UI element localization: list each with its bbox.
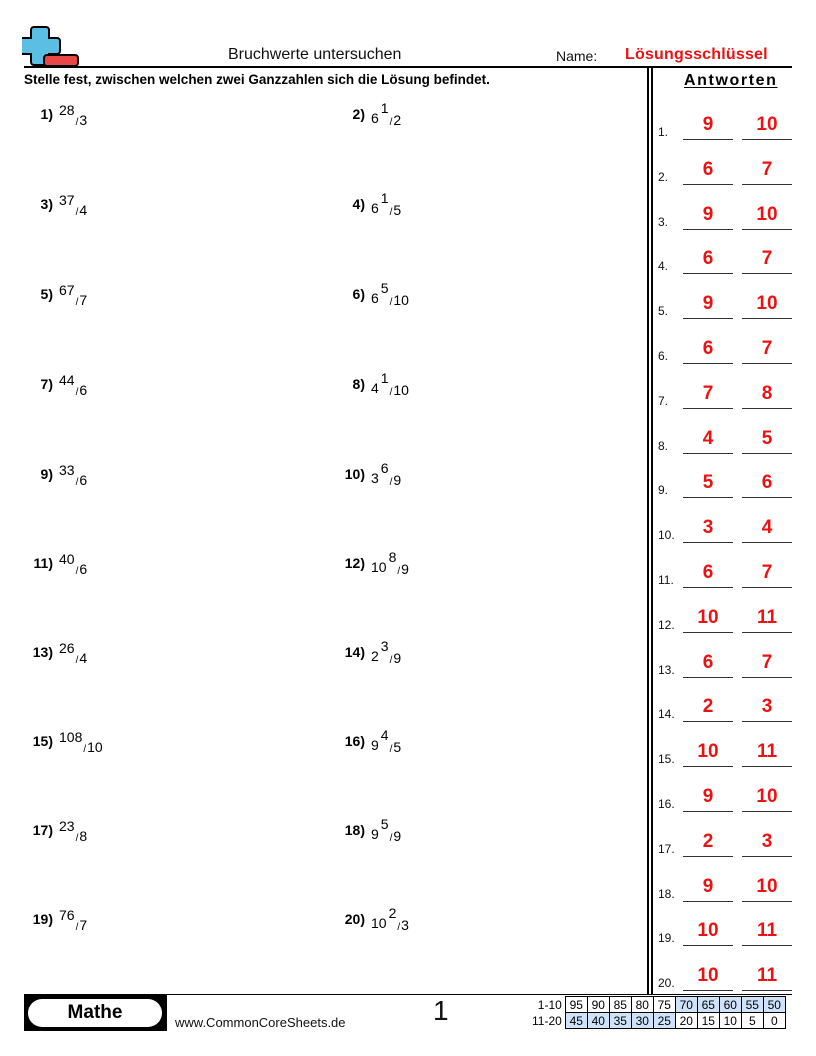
score-row-label: 1-10 <box>537 997 562 1012</box>
answer-blank-high[interactable] <box>742 159 792 185</box>
answer-index: 10. <box>658 528 675 543</box>
subject-badge <box>24 995 167 1031</box>
denominator: 3 <box>401 917 409 933</box>
answer-high: 7 <box>761 248 773 270</box>
numerator: 76 <box>59 907 75 923</box>
answer-index: 2. <box>658 169 669 184</box>
answer-row-11 <box>658 558 798 588</box>
score-cell: 5 <box>741 1013 763 1029</box>
worksheet-title: Bruchwerte untersuchen <box>228 46 402 63</box>
score-cell: 70 <box>675 997 697 1013</box>
answer-low: 9 <box>702 114 714 135</box>
answer-low: 6 <box>702 248 714 270</box>
numerator: 2 <box>388 905 397 921</box>
score-cell: 0 <box>763 1013 785 1029</box>
answer-high: 11 <box>756 920 778 942</box>
answer-index: 9. <box>658 483 669 498</box>
answer-high: 11 <box>756 965 778 987</box>
answer-low: 9 <box>702 786 714 807</box>
fraction <box>59 905 88 933</box>
answer-blank-high[interactable] <box>742 965 792 991</box>
answer-blank-high[interactable] <box>742 517 792 543</box>
numerator: 1 <box>380 100 389 116</box>
answer-blank-high[interactable] <box>742 383 792 409</box>
fraction-slash: / <box>389 117 393 128</box>
denominator: 9 <box>393 650 402 666</box>
answer-index: 18. <box>658 886 675 901</box>
fraction-slash: / <box>397 566 401 577</box>
answer-blank-low[interactable] <box>683 338 733 364</box>
problem-number: 5) <box>40 286 53 302</box>
numerator: 67 <box>59 282 75 298</box>
whole-part: 3 <box>371 470 379 486</box>
answer-blank-high[interactable] <box>742 652 792 678</box>
answer-row-14 <box>658 692 798 722</box>
fraction-slash: / <box>397 922 401 933</box>
answer-blank-low[interactable] <box>683 786 733 812</box>
denominator: 9 <box>393 828 402 844</box>
name-label: Name: <box>556 48 598 64</box>
whole-part: 6 <box>371 110 379 126</box>
answer-index: 1. <box>658 125 669 139</box>
answer-index: 11. <box>658 573 674 587</box>
numerator: 4 <box>380 727 389 743</box>
problem-number: 11) <box>33 555 53 571</box>
score-cell: 85 <box>609 997 631 1013</box>
answer-blank-low[interactable] <box>683 248 733 274</box>
fraction <box>371 280 409 308</box>
answer-blank-low[interactable] <box>683 696 733 722</box>
answer-row-19 <box>658 916 798 946</box>
answer-blank-high[interactable] <box>742 338 792 364</box>
answer-blank-low[interactable] <box>683 114 733 140</box>
answer-blank-low[interactable] <box>683 293 733 319</box>
numerator: 26 <box>59 640 75 656</box>
answer-blank-low[interactable] <box>683 831 733 857</box>
answer-blank-low[interactable] <box>683 876 733 902</box>
answer-high: 10 <box>756 114 778 135</box>
score-cell: 80 <box>631 997 653 1013</box>
answer-index: 4. <box>658 259 669 274</box>
fraction <box>59 727 103 755</box>
numerator: 33 <box>59 462 75 478</box>
answer-blank-high[interactable] <box>742 696 792 722</box>
score-cell: 25 <box>653 1013 675 1029</box>
answer-high: 11 <box>756 606 778 628</box>
fraction <box>59 549 88 577</box>
numerator: 1 <box>380 370 389 386</box>
answer-row-4 <box>658 244 798 274</box>
answer-high: 10 <box>756 786 778 807</box>
answer-row-2 <box>658 155 798 185</box>
numerator: 28 <box>59 102 75 118</box>
answer-high: 7 <box>761 338 773 359</box>
denominator: 9 <box>401 561 409 577</box>
fraction <box>59 816 88 844</box>
numerator: 37 <box>59 192 75 208</box>
score-cell: 90 <box>587 997 609 1013</box>
denominator: 6 <box>79 561 88 577</box>
answer-index: 5. <box>658 304 669 319</box>
answer-blank-low[interactable] <box>683 204 733 230</box>
denominator: 4 <box>79 650 88 666</box>
answer-low: 6 <box>702 338 714 359</box>
score-cell: 75 <box>653 997 675 1013</box>
answer-column-divider <box>647 68 649 994</box>
denominator: 7 <box>79 292 88 308</box>
numerator: 1 <box>380 190 389 206</box>
denominator: 5 <box>393 739 402 755</box>
fraction <box>371 190 402 218</box>
answer-index: 13. <box>658 662 675 677</box>
problem-number: 17) <box>32 822 53 838</box>
answer-row-17 <box>658 827 798 857</box>
fraction-slash: / <box>75 477 79 488</box>
whole-part: 9 <box>371 737 379 753</box>
answer-blank-high[interactable] <box>742 562 792 588</box>
answer-index: 17. <box>658 841 675 856</box>
answer-low: 10 <box>697 920 719 942</box>
answer-row-20 <box>658 961 798 991</box>
problem-number: 15) <box>32 733 53 749</box>
denominator: 7 <box>79 917 88 933</box>
answer-high: 3 <box>761 830 773 852</box>
answer-high: 8 <box>761 382 773 404</box>
answer-row-10 <box>658 513 798 543</box>
answer-blank-low[interactable] <box>683 428 733 454</box>
answer-row-18 <box>658 872 798 902</box>
numerator: 5 <box>380 280 389 296</box>
answer-blank-low[interactable] <box>683 741 733 767</box>
answer-low: 9 <box>702 293 714 315</box>
answer-blank-high[interactable] <box>742 741 792 767</box>
answer-low: 2 <box>702 696 714 718</box>
answer-row-15 <box>658 737 798 767</box>
answer-blank-low[interactable] <box>683 517 733 543</box>
fraction-slash: / <box>75 387 79 398</box>
answer-index: 20. <box>658 976 675 991</box>
answer-low: 9 <box>702 875 714 897</box>
score-row <box>530 1013 785 1029</box>
answer-low: 3 <box>702 517 714 539</box>
score-row-label: 11-20 <box>532 1013 562 1028</box>
answer-blank-low[interactable] <box>683 383 733 409</box>
answer-row-12 <box>658 603 798 633</box>
score-cell: 20 <box>675 1013 697 1029</box>
answer-blank-high[interactable] <box>742 607 792 633</box>
answer-index: 8. <box>658 438 669 453</box>
numerator: 3 <box>380 638 389 654</box>
fraction-slash: / <box>75 566 79 577</box>
answer-row-7 <box>658 379 798 409</box>
answer-high: 7 <box>761 158 773 180</box>
fraction <box>59 100 88 128</box>
fraction-slash: / <box>75 655 79 666</box>
whole-part: 4 <box>371 380 379 396</box>
answer-blank-high[interactable] <box>742 248 792 274</box>
answer-index: 7. <box>658 393 669 408</box>
problem-number: 16) <box>344 733 365 749</box>
answer-low: 2 <box>702 830 714 852</box>
fraction-slash: / <box>75 833 79 844</box>
fraction <box>371 100 402 128</box>
answer-blank-low[interactable] <box>683 607 733 633</box>
problem-number: 9) <box>40 466 53 482</box>
denominator: 3 <box>79 112 88 128</box>
score-cell: 95 <box>565 997 587 1013</box>
score-cell: 35 <box>609 1013 631 1029</box>
answer-blank-low[interactable] <box>683 920 733 946</box>
numerator: 8 <box>388 549 397 565</box>
answer-high: 3 <box>761 696 773 718</box>
fraction-slash: / <box>389 744 393 755</box>
whole-part: 10 <box>371 915 387 931</box>
answer-blank-high[interactable] <box>742 786 792 812</box>
answer-low: 6 <box>702 651 714 673</box>
answer-blank-high[interactable] <box>742 831 792 857</box>
fraction <box>59 638 88 666</box>
score-cell: 10 <box>719 1013 741 1029</box>
denominator: 9 <box>393 472 402 488</box>
problem-number: 18) <box>344 822 365 838</box>
problem-number: 2) <box>352 106 365 122</box>
answer-index: 14. <box>658 707 675 722</box>
answer-low: 7 <box>702 382 714 404</box>
answer-index: 12. <box>658 617 675 632</box>
problem-number: 3) <box>40 196 53 212</box>
problem-number: 4) <box>352 196 365 212</box>
problem-number: 10) <box>344 466 365 482</box>
answer-high: 11 <box>756 741 778 763</box>
problem-number: 19) <box>32 911 53 927</box>
fraction <box>59 460 88 488</box>
problem-number: 14) <box>344 644 365 660</box>
fraction <box>371 638 402 666</box>
fraction <box>371 727 402 755</box>
denominator: 5 <box>393 202 402 218</box>
answer-blank-low[interactable] <box>683 472 733 498</box>
fraction-slash: / <box>389 387 393 398</box>
score-cell: 40 <box>587 1013 609 1029</box>
numerator: 108 <box>59 729 83 745</box>
page-number: 1 <box>433 995 449 1026</box>
denominator: 2 <box>393 112 402 128</box>
answer-high: 5 <box>761 427 773 449</box>
fraction <box>59 370 88 398</box>
numerator: 5 <box>380 816 389 832</box>
numerator: 23 <box>59 818 75 834</box>
problem-number: 7) <box>40 376 53 392</box>
answer-index: 19. <box>658 931 675 946</box>
fraction-slash: / <box>389 297 393 308</box>
answer-row-1 <box>658 110 798 140</box>
answer-index: 3. <box>658 214 669 229</box>
denominator: 10 <box>393 382 409 398</box>
answer-blank-high[interactable] <box>742 876 792 902</box>
denominator: 8 <box>79 828 88 844</box>
subject-badge-label: Mathe <box>28 999 162 1027</box>
problem-number: 6) <box>352 286 365 302</box>
answer-high: 6 <box>761 472 773 494</box>
answer-index: 16. <box>658 797 675 811</box>
score-cell: 30 <box>631 1013 653 1029</box>
answer-row-3 <box>658 200 798 230</box>
answer-low: 6 <box>702 562 714 583</box>
answer-column-divider-inner <box>651 68 653 994</box>
fraction-slash: / <box>389 207 393 218</box>
fraction-slash: / <box>75 922 79 933</box>
answer-high: 10 <box>756 875 778 897</box>
whole-part: 6 <box>371 290 379 306</box>
answer-row-5 <box>658 289 798 319</box>
score-cell: 45 <box>565 1013 587 1029</box>
answer-index: 6. <box>658 349 669 363</box>
fraction-slash: / <box>75 117 79 128</box>
numerator: 40 <box>59 551 75 567</box>
whole-part: 9 <box>371 826 379 842</box>
score-cell: 15 <box>697 1013 719 1029</box>
answer-blank-low[interactable] <box>683 652 733 678</box>
name-value: Lösungsschlüssel <box>625 46 768 63</box>
answer-blank-high[interactable] <box>742 472 792 498</box>
answer-high: 7 <box>761 651 773 673</box>
score-cell: 55 <box>741 997 763 1013</box>
answer-index: 15. <box>658 752 675 767</box>
instructions: Stelle fest, zwischen welchen zwei Ganzzahlen sich die Lösung befindet. <box>24 72 490 87</box>
score-table <box>530 996 786 1029</box>
whole-part: 10 <box>371 559 387 575</box>
answers-title: Antworten <box>684 72 778 89</box>
score-row <box>530 997 785 1013</box>
answer-low: 10 <box>697 606 719 628</box>
fraction-slash: / <box>389 655 393 666</box>
answer-blank-high[interactable] <box>742 114 792 140</box>
answer-blank-high[interactable] <box>742 920 792 946</box>
denominator: 6 <box>79 472 88 488</box>
score-cell: 60 <box>719 997 741 1013</box>
fraction-slash: / <box>389 833 393 844</box>
answer-low: 5 <box>702 472 714 494</box>
fraction <box>59 280 88 308</box>
fraction <box>371 905 409 933</box>
answer-low: 10 <box>697 741 719 763</box>
answer-low: 9 <box>702 203 714 225</box>
header-divider <box>24 66 792 68</box>
answer-row-13 <box>658 648 798 678</box>
numerator: 6 <box>380 460 389 476</box>
answer-blank-high[interactable] <box>742 428 792 454</box>
fraction <box>59 190 88 218</box>
problem-number: 13) <box>32 644 53 660</box>
answer-high: 7 <box>761 562 773 583</box>
problem-number: 12) <box>344 555 365 571</box>
answer-high: 10 <box>756 203 778 225</box>
score-cell: 50 <box>763 997 785 1013</box>
fraction-slash: / <box>75 207 79 218</box>
score-cell: 65 <box>697 997 719 1013</box>
answer-blank-high[interactable] <box>742 293 792 319</box>
denominator: 10 <box>87 739 103 755</box>
answer-high: 4 <box>761 517 773 539</box>
answer-row-9 <box>658 468 798 498</box>
problem-number: 20) <box>344 911 365 927</box>
denominator: 10 <box>393 292 409 308</box>
answer-blank-low[interactable] <box>683 159 733 185</box>
answer-low: 4 <box>702 427 714 449</box>
fraction-slash: / <box>75 297 79 308</box>
answer-low: 6 <box>702 158 714 180</box>
fraction <box>371 549 409 577</box>
answer-blank-low[interactable] <box>683 562 733 588</box>
numerator: 44 <box>59 372 75 388</box>
fraction <box>371 816 402 844</box>
answer-low: 10 <box>697 965 719 987</box>
fraction <box>371 460 402 488</box>
answer-row-6 <box>658 334 798 364</box>
whole-part: 6 <box>371 200 379 216</box>
fraction <box>371 370 409 398</box>
answer-blank-high[interactable] <box>742 204 792 230</box>
denominator: 6 <box>79 382 88 398</box>
fraction-slash: / <box>83 744 87 755</box>
answer-high: 10 <box>756 293 778 315</box>
problem-number: 8) <box>352 376 365 392</box>
whole-part: 2 <box>371 648 379 664</box>
problem-number: 1) <box>40 106 53 122</box>
answer-row-8 <box>658 424 798 454</box>
site-url: www.CommonCoreSheets.de <box>175 1015 346 1030</box>
fraction-slash: / <box>389 477 393 488</box>
answer-blank-low[interactable] <box>683 965 733 991</box>
denominator: 4 <box>79 202 88 218</box>
plus-minus-logo-icon <box>22 25 80 67</box>
answer-row-16 <box>658 782 798 812</box>
